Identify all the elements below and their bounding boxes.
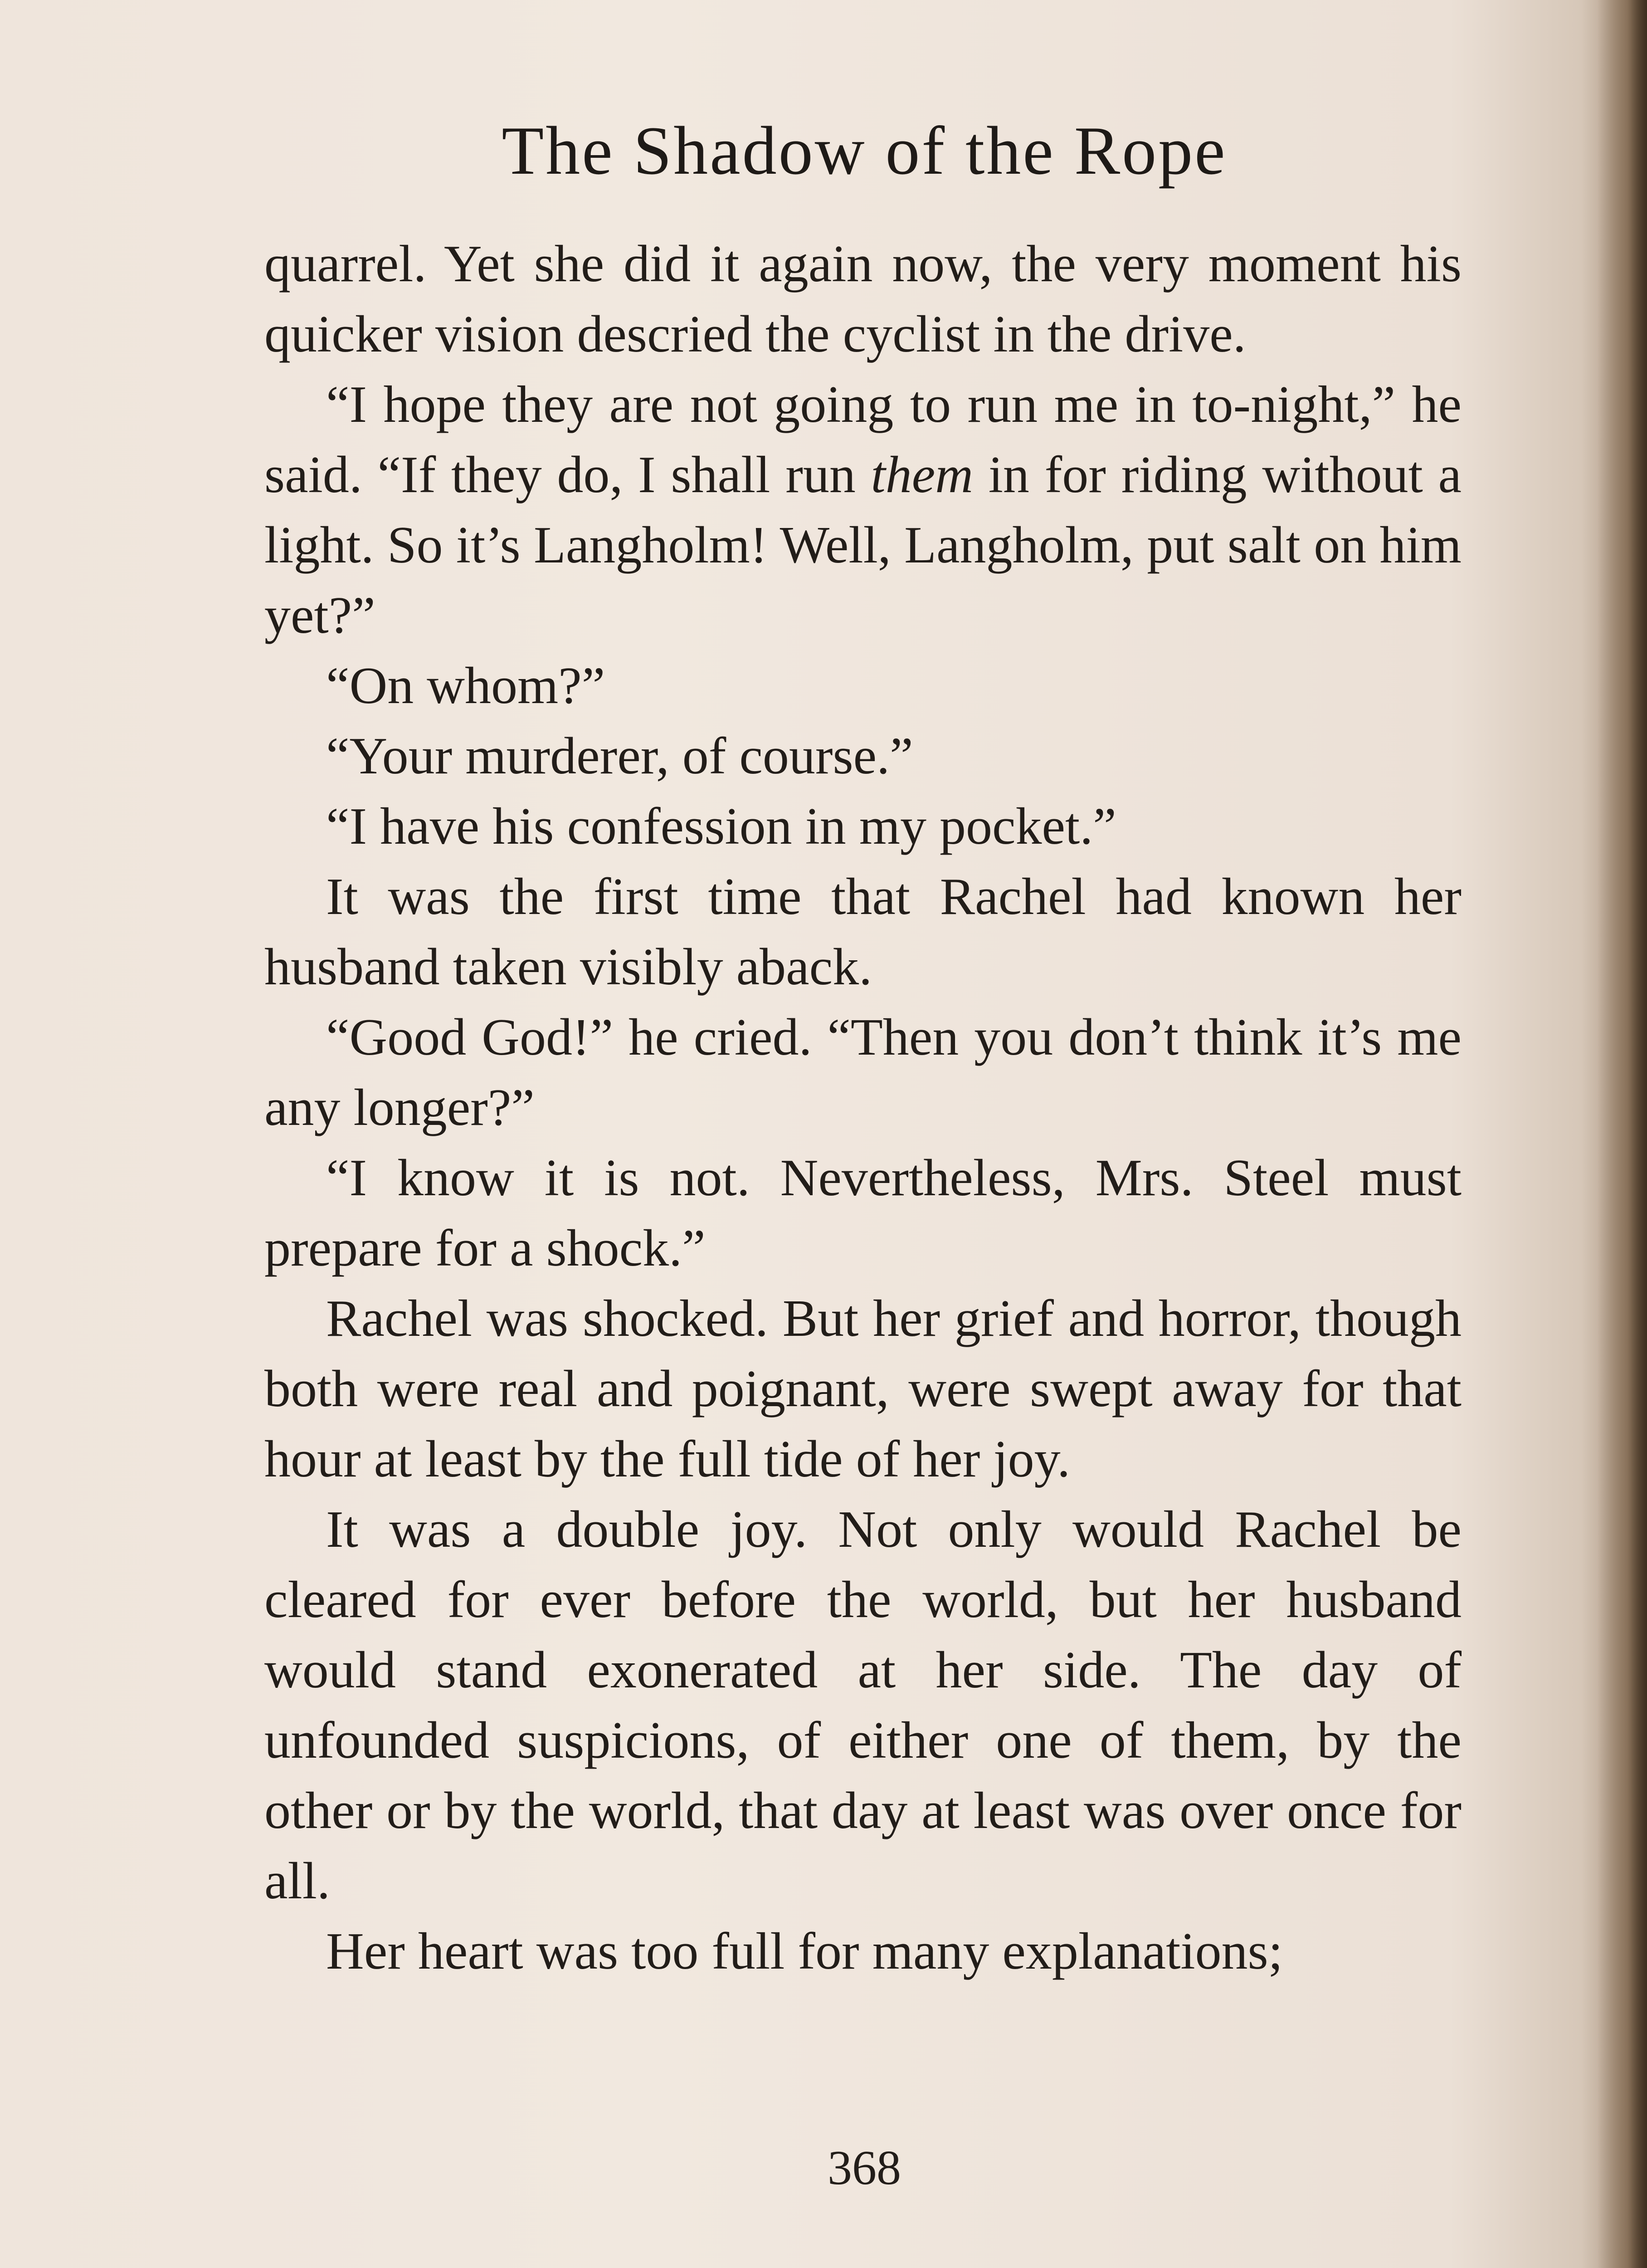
paragraph: “I know it is not. Nevertheless, Mrs. Steel must prepare for a shock.” <box>264 1149 1462 1277</box>
paragraph: “Good God!” he cried. “Then you don’t think it’s me any longer?” <box>264 1008 1462 1137</box>
paragraph: “Your murderer, of course.” <box>326 727 913 785</box>
paragraph: “I have his confession in my pocket.” <box>326 797 1116 855</box>
paragraph <box>264 370 1462 651</box>
running-head: The Shadow of the Rope <box>502 112 1227 189</box>
body-text <box>264 229 1462 1987</box>
paragraph-text: “I hope they are not going to run me in to-night,” he said. “If they do, I shall run <box>264 376 1462 504</box>
paragraph: It was a double joy. Not only would Rachel be cleared for ever before the world, but her husband would stand exonerated at her side. The day of unfounded suspicions, of either one of them, by the other or by the world, that day at least was over once for all. <box>264 1501 1462 1910</box>
emphasis: them <box>871 446 974 504</box>
paragraph: Her heart was too full for many explanations; <box>326 1922 1283 1980</box>
paragraph: Rachel was shocked. But her grief and horror, though both were real and poignant, were swept away for that hour at least by the full tide of her joy. <box>264 1290 1462 1488</box>
spine-shadow <box>1597 0 1647 2268</box>
paragraph: It was the first time that Rachel had known her husband taken visibly aback. <box>264 868 1462 996</box>
paragraph-text: in for riding without a light. So it’s Langholm! Well, Langholm, put salt on him yet?” <box>264 446 1462 645</box>
page-number: 368 <box>828 2141 901 2195</box>
paragraph: “On whom?” <box>326 657 605 715</box>
paragraph: quarrel. Yet she did it again now, the very moment his quicker vision descried the cyclist in the drive. <box>264 235 1462 363</box>
